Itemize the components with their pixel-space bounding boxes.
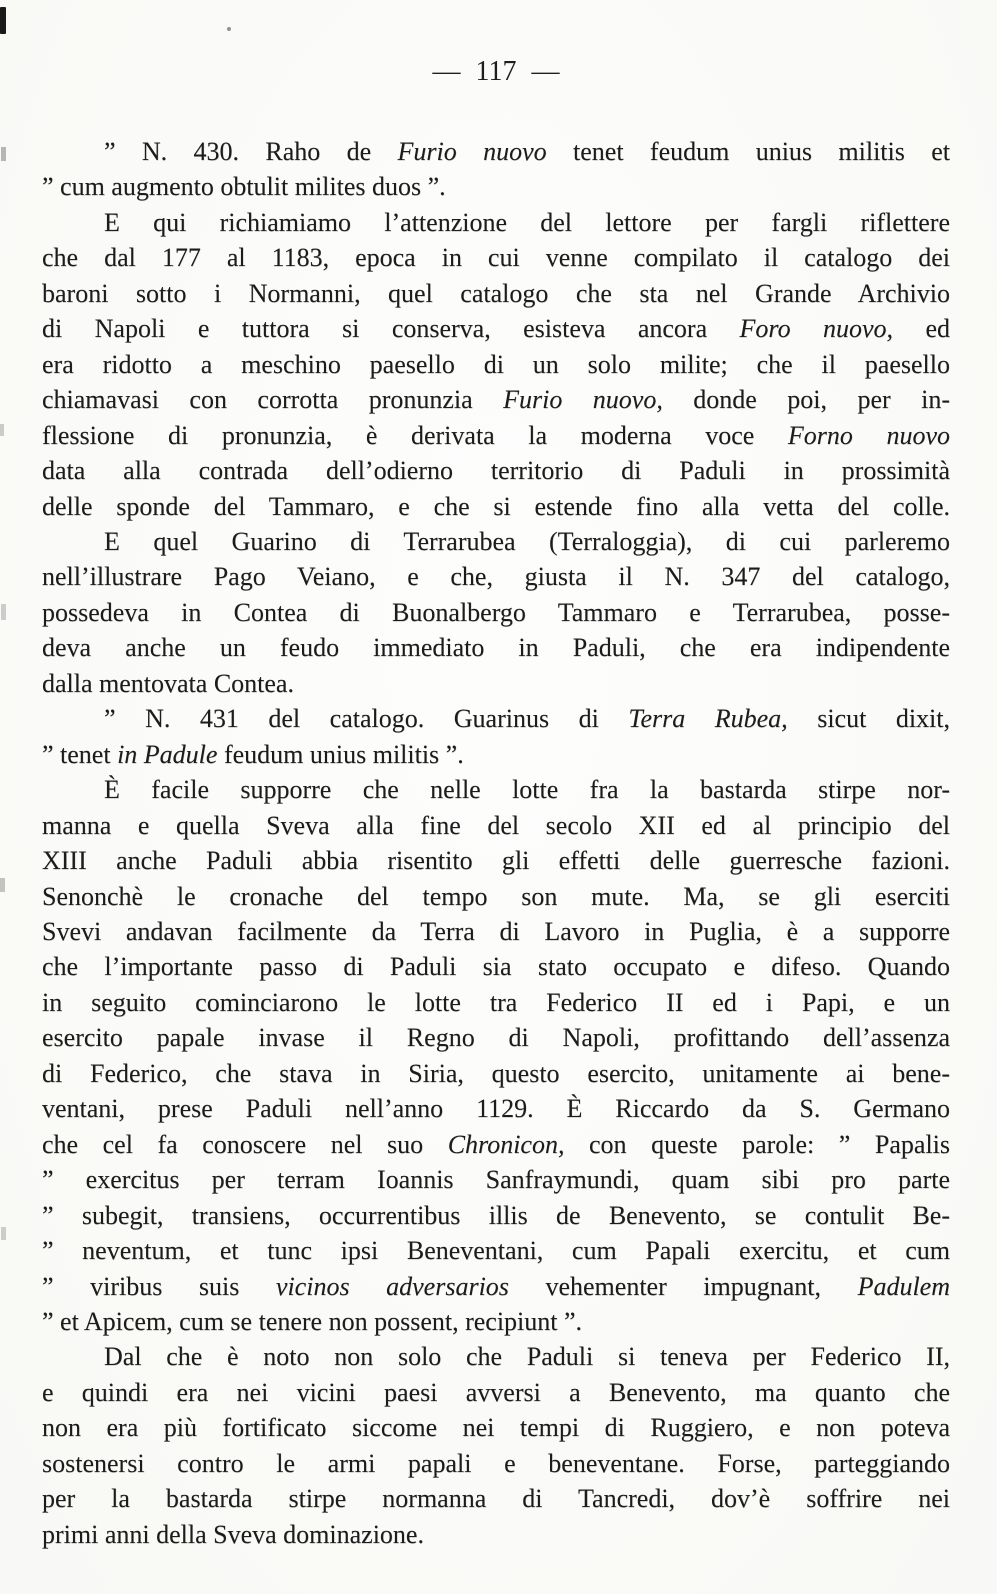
- text-line: [42, 1198, 950, 1233]
- text-line: [42, 489, 950, 524]
- page-number: — 117 —: [432, 56, 560, 87]
- text-run: flessione di pronunzia, è derivata la moderna voce: [42, 420, 788, 450]
- text-line: [42, 276, 950, 311]
- scan-artifact: [0, 424, 4, 436]
- text-run: sicut dixit,: [787, 704, 950, 734]
- italic-text-run: Padulem: [857, 1271, 950, 1301]
- italic-text-run: in Padule: [117, 739, 218, 769]
- text-line: [42, 311, 950, 346]
- text-line: [42, 1339, 950, 1374]
- text-run: per la bastarda stirpe normanna di Tancredi, dov’è soffrire nei: [42, 1484, 950, 1514]
- scan-artifact: [227, 27, 231, 31]
- italic-text-run: Furio nuovo,: [503, 385, 663, 415]
- text-line: [42, 1517, 950, 1552]
- text-run: che dal 177 al 1183, epoca in cui venne compilato il catalogo dei: [42, 243, 950, 273]
- text-run: vehementer impugnant,: [508, 1271, 858, 1301]
- text-run: ” cum augmento obtulit milites duos ”.: [42, 172, 446, 202]
- text-run: Dal che è noto non solo che Paduli si teneva per Federico II,: [104, 1342, 950, 1372]
- text-line: [42, 1481, 950, 1516]
- text-run: È facile supporre che nelle lotte fra la bastarda stirpe nor-: [104, 775, 950, 805]
- text-run: in seguito cominciarono le lotte tra Federico II ed i Papi, e un: [42, 987, 950, 1017]
- text-run: con queste parole: ” Papalis: [564, 1129, 950, 1159]
- text-line: [42, 630, 950, 665]
- text-line: [42, 737, 950, 772]
- text-run: baroni sotto i Normanni, quel catalogo che sta nel Grande Archivio: [42, 278, 950, 308]
- italic-text-run: vicinos adversarios: [275, 1271, 509, 1301]
- text-run: XIII anche Paduli abbia risentito gli effetti delle guerresche fazioni.: [42, 846, 950, 876]
- text-run: manna e quella Sveva alla fine del secolo XII ed al principio del: [42, 810, 950, 840]
- text-line: [42, 1304, 950, 1339]
- text-line: [42, 1446, 950, 1481]
- italic-text-run: Terra Rubea,: [628, 704, 788, 734]
- text-run: era ridotto a meschino paesello di un solo milite; che il paesello: [42, 349, 950, 379]
- italic-text-run: Forno nuovo: [787, 420, 950, 450]
- text-line: [42, 240, 950, 275]
- italic-text-run: Furio nuovo: [397, 137, 547, 166]
- text-line: [42, 879, 950, 914]
- scan-artifact: [0, 7, 6, 34]
- text-line: [42, 843, 950, 878]
- text-run: E quel Guarino di Terrarubea (Terraloggia), di cui parleremo: [104, 526, 950, 556]
- scan-artifact: [1, 147, 6, 161]
- text-line: [42, 666, 950, 701]
- text-line: [42, 205, 950, 240]
- text-run: non era più fortificato siccome nei tempi di Ruggiero, e non poteva: [42, 1413, 950, 1443]
- text-run: delle sponde del Tammaro, e che si estende fino alla vetta del colle.: [42, 491, 950, 521]
- text-run: feudum unius militis ”.: [217, 739, 464, 769]
- text-line: [42, 1375, 950, 1410]
- text-line: [42, 1020, 950, 1055]
- text-run: sostenersi contro le armi papali e beneventane. Forse, parteggiando: [42, 1448, 950, 1478]
- scan-artifact: [0, 878, 5, 892]
- text-line: [42, 701, 950, 736]
- text-line: [42, 808, 950, 843]
- text-run: tenet feudum unius militis et: [546, 137, 950, 166]
- text-line: [42, 1127, 950, 1162]
- text-run: donde poi, per in-: [662, 385, 950, 415]
- text-run: che cel fa conoscere nel suo: [42, 1129, 448, 1159]
- text-run: E qui richiamiamo l’attenzione del lettore per fargli riflettere: [104, 207, 950, 237]
- text-run: ” viribus suis: [42, 1271, 276, 1301]
- text-run: ” N. 430. Raho de: [104, 137, 398, 166]
- text-line: [42, 1091, 950, 1126]
- text-run: ” neventum, et tunc ipsi Beneventani, cum Papali exercitu, et cum: [42, 1236, 950, 1266]
- text-run: ventani, prese Paduli nell’anno 1129. È Riccardo da S. Germano: [42, 1094, 950, 1124]
- text-run: Svevi andavan facilmente da Terra di Lavoro in Puglia, è a supporre: [42, 916, 950, 946]
- text-run: che l’importante passo di Paduli sia stato occupato e difeso. Quando: [42, 952, 950, 982]
- text-run: possedeva in Contea di Buonalbergo Tammaro e Terrarubea, posse-: [42, 597, 950, 627]
- text-run: e quindi era nei vicini paesi avversi a Benevento, ma quanto che: [42, 1377, 950, 1407]
- text-run: ” et Apicem, cum se tenere non possent, recipiunt ”.: [42, 1306, 583, 1336]
- text-run: ” exercitus per terram Ioannis Sanfraymundi, quam sibi pro parte: [42, 1165, 950, 1195]
- italic-text-run: Chronicon,: [447, 1129, 565, 1159]
- text-run: ” tenet: [42, 739, 118, 769]
- text-line: [42, 1269, 950, 1304]
- text-run: dalla mentovata Contea.: [42, 668, 294, 698]
- text-run: esercito papale invase il Regno di Napoli, profittando dell’assenza: [42, 1023, 950, 1053]
- text-line: [42, 1233, 950, 1268]
- page-text: [42, 134, 950, 1552]
- italic-text-run: Foro nuovo,: [739, 314, 894, 344]
- scan-artifact: [1, 1227, 6, 1240]
- scan-artifact: [1, 604, 6, 620]
- text-run: di Federico, che stava in Siria, questo esercito, unitamente ai bene-: [42, 1058, 950, 1088]
- text-run: chiamavasi con corrotta pronunzia: [42, 385, 504, 415]
- text-line: [42, 595, 950, 630]
- text-line: [42, 772, 950, 807]
- text-line: [42, 949, 950, 984]
- text-line: [42, 524, 950, 559]
- text-line: [42, 134, 950, 169]
- text-line: [42, 382, 950, 417]
- text-line: [42, 418, 950, 453]
- text-line: [42, 985, 950, 1020]
- text-line: [42, 1410, 950, 1445]
- text-run: primi anni della Sveva dominazione.: [42, 1519, 424, 1549]
- text-line: [42, 1056, 950, 1091]
- text-line: [42, 169, 950, 204]
- text-line: [42, 559, 950, 594]
- text-run: nell’illustrare Pago Veiano, e che, giusta il N. 347 del catalogo,: [42, 562, 950, 592]
- text-run: ” subegit, transiens, occurrentibus illis de Benevento, se contulit Be-: [42, 1200, 950, 1230]
- text-line: [42, 453, 950, 488]
- text-line: [42, 914, 950, 949]
- text-run: Senonchè le cronache del tempo son mute. Ma, se gli eserciti: [42, 881, 950, 911]
- text-run: ed: [893, 314, 950, 344]
- text-run: data alla contrada dell’odierno territorio di Paduli in prossimità: [42, 456, 950, 486]
- text-run: ” N. 431 del catalogo. Guarinus di: [104, 704, 629, 734]
- text-run: di Napoli e tuttora si conserva, esisteva ancora: [42, 314, 740, 344]
- text-line: [42, 1162, 950, 1197]
- text-line: [42, 347, 950, 382]
- text-run: deva anche un feudo immediato in Paduli, che era indipendente: [42, 633, 950, 663]
